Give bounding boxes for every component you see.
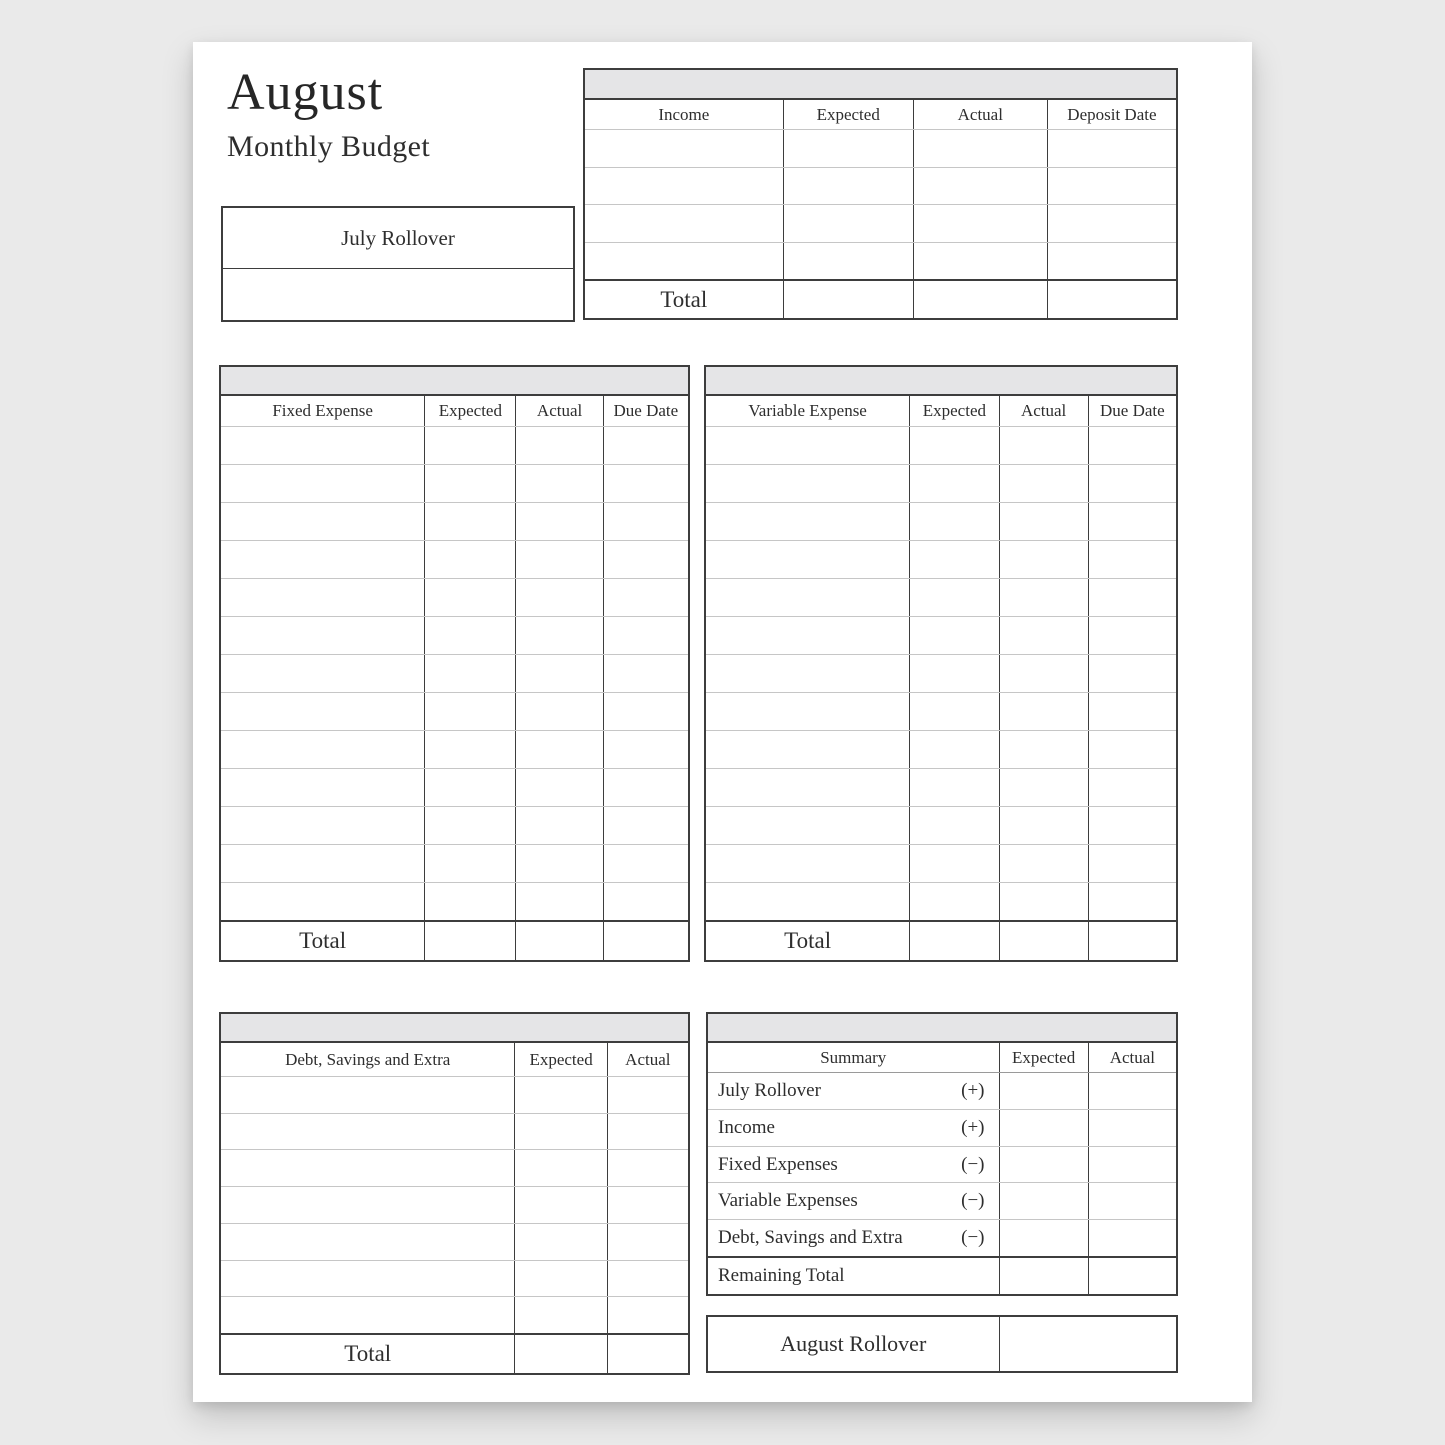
column-header-variable-expense: Variable Expense (706, 396, 910, 426)
empty-row (585, 130, 1176, 168)
total-value-cell (1000, 922, 1089, 960)
empty-cell (1000, 579, 1089, 616)
empty-cell (706, 503, 910, 540)
variable-expense-table-band (706, 367, 1176, 396)
variable-expense-table-body (706, 427, 1176, 920)
column-header-income: Income (585, 100, 784, 129)
empty-cell (515, 1114, 607, 1150)
july-rollover-box (221, 206, 575, 322)
empty-cell (516, 769, 603, 806)
empty-row (221, 731, 688, 769)
empty-cell (706, 731, 910, 768)
column-header-deposit-date: Deposit Date (1067, 104, 1157, 124)
empty-row (221, 1187, 688, 1224)
summary-row (708, 1183, 1176, 1220)
column-header-due-date: Due Date (1100, 401, 1165, 420)
total-value-cell (1089, 922, 1176, 960)
summary-row-label-cell (708, 1147, 1000, 1183)
empty-cell (1000, 465, 1089, 502)
empty-cell (1089, 769, 1176, 806)
summary-row-label: Income (718, 1116, 775, 1138)
empty-row (221, 617, 688, 655)
empty-cell (516, 807, 603, 844)
empty-row (706, 883, 1176, 920)
column-header-actual: Actual (516, 396, 603, 426)
total-label: Total (221, 1335, 515, 1373)
empty-cell (604, 693, 688, 730)
fixed-expense-table-band (221, 367, 688, 396)
total-value-cell (516, 922, 603, 960)
summary-expected-cell (1000, 1220, 1089, 1256)
empty-cell (784, 205, 914, 242)
july-rollover-label: July Rollover (223, 208, 573, 269)
summary-header-row (708, 1043, 1176, 1073)
empty-cell (910, 731, 999, 768)
empty-cell (221, 1224, 515, 1260)
empty-cell (1048, 168, 1176, 205)
empty-cell (604, 579, 688, 616)
summary-row (708, 1220, 1176, 1256)
summary-expected-cell (1000, 1110, 1089, 1146)
empty-cell (604, 883, 688, 920)
empty-cell (910, 427, 999, 464)
empty-cell (1000, 655, 1089, 692)
summary-row-label-cell (708, 1220, 1000, 1256)
empty-cell (1089, 541, 1176, 578)
empty-cell (516, 845, 603, 882)
empty-cell (585, 243, 784, 280)
income-table-band (585, 70, 1176, 100)
empty-row (221, 1261, 688, 1298)
empty-cell (604, 541, 688, 578)
empty-cell (706, 427, 910, 464)
empty-row (706, 845, 1176, 883)
total-label: Total (706, 922, 910, 960)
summary-row-label-cell (708, 1073, 1000, 1109)
summary-row-sign: (+) (961, 1079, 985, 1101)
empty-cell (1089, 655, 1176, 692)
total-value-cell (604, 922, 688, 960)
empty-cell (604, 617, 688, 654)
empty-row (221, 1150, 688, 1187)
empty-cell (914, 243, 1048, 280)
empty-cell (425, 693, 516, 730)
empty-row (221, 693, 688, 731)
summary-row-sign: (−) (961, 1153, 985, 1175)
empty-cell (706, 845, 910, 882)
empty-cell (706, 769, 910, 806)
empty-cell (1000, 693, 1089, 730)
empty-cell (1089, 427, 1176, 464)
title-block (227, 66, 430, 164)
empty-cell (221, 427, 425, 464)
empty-cell (608, 1187, 688, 1223)
empty-cell (585, 168, 784, 205)
empty-cell (1089, 503, 1176, 540)
column-header-fixed-expense: Fixed Expense (221, 396, 425, 426)
summary-expected-cell (1000, 1147, 1089, 1183)
total-value-cell (910, 922, 999, 960)
empty-cell (1048, 205, 1176, 242)
july-rollover-value-cell (223, 269, 573, 320)
empty-cell (516, 731, 603, 768)
variable-expense-total-row (706, 920, 1176, 960)
empty-cell (706, 617, 910, 654)
summary-table (706, 1012, 1178, 1296)
column-header-actual: Actual (1109, 1047, 1156, 1067)
empty-cell (425, 807, 516, 844)
empty-cell (1000, 883, 1089, 920)
empty-cell (914, 130, 1048, 167)
summary-row-sign: (−) (961, 1190, 985, 1212)
empty-cell (910, 503, 999, 540)
empty-cell (425, 579, 516, 616)
empty-cell (221, 731, 425, 768)
empty-cell (604, 845, 688, 882)
empty-row (221, 579, 688, 617)
empty-cell (516, 503, 603, 540)
empty-cell (914, 168, 1048, 205)
empty-cell (1089, 883, 1176, 920)
empty-row (706, 693, 1176, 731)
page-title: August (227, 64, 384, 121)
total-value-cell (784, 281, 914, 318)
empty-row (706, 579, 1176, 617)
empty-cell (425, 845, 516, 882)
empty-cell (604, 731, 688, 768)
empty-row (706, 655, 1176, 693)
empty-cell (910, 579, 999, 616)
summary-expected-cell (1000, 1183, 1089, 1219)
column-header-due-date: Due Date (613, 401, 679, 420)
column-header-summary: Summary (708, 1043, 1000, 1072)
income-table-header-row (585, 100, 1176, 130)
empty-cell (1000, 731, 1089, 768)
income-table-total-row (585, 279, 1176, 318)
empty-cell (706, 541, 910, 578)
empty-cell (425, 883, 516, 920)
empty-cell (221, 579, 425, 616)
fixed-expense-total-row (221, 920, 688, 960)
empty-cell (221, 883, 425, 920)
total-label: Total (585, 281, 784, 318)
debt-savings-total-row (221, 1333, 688, 1373)
empty-cell (608, 1297, 688, 1333)
empty-cell (1089, 845, 1176, 882)
empty-row (706, 427, 1176, 465)
empty-cell (608, 1150, 688, 1186)
column-header-expected: Expected (425, 396, 516, 426)
empty-cell (604, 769, 688, 806)
summary-row (708, 1147, 1176, 1184)
fixed-expense-table (219, 365, 690, 962)
summary-row-label: July Rollover (718, 1079, 821, 1101)
summary-row-label: Remaining Total (718, 1265, 845, 1287)
empty-cell (910, 883, 999, 920)
empty-cell (1048, 130, 1176, 167)
empty-cell (516, 883, 603, 920)
empty-cell (1089, 693, 1176, 730)
page-subtitle: Monthly Budget (227, 129, 431, 163)
empty-row (221, 845, 688, 883)
empty-cell (425, 465, 516, 502)
empty-cell (1000, 769, 1089, 806)
empty-cell (425, 769, 516, 806)
total-value-cell (608, 1335, 688, 1373)
empty-cell (425, 541, 516, 578)
summary-row-label: Fixed Expenses (718, 1153, 838, 1175)
summary-actual-cell (1089, 1258, 1176, 1294)
total-label: Total (221, 922, 425, 960)
summary-row-sign: (+) (961, 1116, 985, 1138)
variable-expense-table (704, 365, 1178, 962)
empty-row (706, 731, 1176, 769)
empty-cell (914, 205, 1048, 242)
empty-row (221, 541, 688, 579)
empty-cell (910, 845, 999, 882)
empty-cell (706, 465, 910, 502)
summary-row-label-cell (708, 1183, 1000, 1219)
empty-cell (515, 1261, 607, 1297)
empty-row (706, 503, 1176, 541)
empty-row (221, 807, 688, 845)
empty-cell (425, 731, 516, 768)
summary-actual-cell (1089, 1220, 1176, 1256)
summary-row (708, 1256, 1176, 1294)
empty-row (706, 465, 1176, 503)
empty-row (221, 1297, 688, 1333)
empty-cell (221, 655, 425, 692)
empty-row (221, 427, 688, 465)
empty-cell (784, 243, 914, 280)
empty-cell (604, 807, 688, 844)
empty-row (221, 1224, 688, 1261)
summary-actual-cell (1089, 1183, 1176, 1219)
column-header-actual: Actual (1000, 396, 1089, 426)
empty-cell (515, 1150, 607, 1186)
planner-sheet (193, 42, 1252, 1402)
empty-row (585, 205, 1176, 243)
column-header-actual: Actual (914, 100, 1048, 129)
empty-cell (1089, 731, 1176, 768)
summary-row (708, 1110, 1176, 1147)
income-table-body (585, 130, 1176, 279)
empty-cell (221, 1261, 515, 1297)
empty-cell (516, 427, 603, 464)
empty-cell (221, 1297, 515, 1333)
august-rollover-value-cell (1000, 1317, 1177, 1371)
empty-cell (608, 1261, 688, 1297)
debt-savings-table (219, 1012, 690, 1375)
total-value-cell (1048, 281, 1176, 318)
empty-cell (516, 617, 603, 654)
column-header-actual: Actual (625, 1049, 671, 1069)
empty-row (221, 655, 688, 693)
column-header-expected: Expected (910, 396, 999, 426)
empty-cell (608, 1224, 688, 1260)
empty-cell (221, 1077, 515, 1113)
empty-row (706, 541, 1176, 579)
empty-cell (1089, 617, 1176, 654)
column-header-expected: Expected (515, 1043, 607, 1076)
empty-cell (1000, 541, 1089, 578)
summary-actual-cell (1089, 1147, 1176, 1183)
empty-row (221, 769, 688, 807)
empty-cell (1000, 427, 1089, 464)
empty-cell (516, 465, 603, 502)
fixed-expense-table-body (221, 427, 688, 920)
empty-cell (515, 1077, 607, 1113)
total-value-cell (425, 922, 516, 960)
empty-cell (221, 1187, 515, 1223)
empty-cell (706, 693, 910, 730)
empty-cell (221, 769, 425, 806)
empty-cell (784, 130, 914, 167)
empty-row (585, 243, 1176, 280)
empty-cell (1000, 617, 1089, 654)
income-table (583, 68, 1178, 320)
empty-cell (1089, 465, 1176, 502)
empty-cell (221, 465, 425, 502)
empty-row (706, 807, 1176, 845)
empty-cell (425, 617, 516, 654)
summary-table-band (708, 1014, 1176, 1043)
empty-cell (706, 883, 910, 920)
summary-row-label: Variable Expenses (718, 1190, 858, 1212)
empty-cell (706, 807, 910, 844)
empty-cell (604, 503, 688, 540)
empty-cell (516, 579, 603, 616)
empty-cell (221, 541, 425, 578)
empty-cell (608, 1077, 688, 1113)
empty-cell (585, 205, 784, 242)
summary-row-label-cell (708, 1110, 1000, 1146)
empty-row (706, 617, 1176, 655)
empty-cell (425, 503, 516, 540)
debt-savings-table-band (221, 1014, 688, 1043)
empty-cell (585, 130, 784, 167)
empty-cell (425, 427, 516, 464)
empty-cell (910, 769, 999, 806)
empty-cell (1048, 243, 1176, 280)
fixed-expense-header-row (221, 396, 688, 427)
empty-cell (221, 807, 425, 844)
summary-row-label-cell (708, 1258, 1000, 1294)
empty-row (221, 1114, 688, 1151)
empty-cell (910, 541, 999, 578)
empty-cell (784, 168, 914, 205)
empty-cell (706, 579, 910, 616)
empty-cell (706, 655, 910, 692)
empty-cell (516, 541, 603, 578)
empty-cell (515, 1297, 607, 1333)
empty-cell (425, 655, 516, 692)
debt-savings-table-body (221, 1077, 688, 1333)
empty-cell (1000, 503, 1089, 540)
column-header-debt-savings-extra: Debt, Savings and Extra (221, 1043, 515, 1076)
empty-row (221, 1077, 688, 1114)
empty-cell (1089, 807, 1176, 844)
total-value-cell (914, 281, 1048, 318)
empty-cell (1089, 579, 1176, 616)
empty-cell (604, 427, 688, 464)
empty-cell (910, 655, 999, 692)
debt-savings-header-row (221, 1043, 688, 1077)
empty-row (221, 465, 688, 503)
empty-cell (221, 617, 425, 654)
empty-cell (910, 693, 999, 730)
empty-cell (516, 693, 603, 730)
empty-cell (910, 465, 999, 502)
empty-cell (221, 1114, 515, 1150)
summary-row-sign: (−) (961, 1227, 985, 1249)
empty-cell (221, 503, 425, 540)
empty-cell (1000, 807, 1089, 844)
august-rollover-label: August Rollover (708, 1317, 1000, 1371)
empty-cell (221, 693, 425, 730)
empty-cell (221, 845, 425, 882)
august-rollover-box (706, 1315, 1178, 1373)
empty-cell (515, 1224, 607, 1260)
empty-cell (1000, 845, 1089, 882)
empty-cell (516, 655, 603, 692)
summary-actual-cell (1089, 1073, 1176, 1109)
column-header-expected: Expected (1000, 1043, 1089, 1072)
empty-row (706, 769, 1176, 807)
summary-table-body (708, 1073, 1176, 1294)
summary-expected-cell (1000, 1258, 1089, 1294)
empty-row (585, 168, 1176, 206)
empty-cell (608, 1114, 688, 1150)
empty-cell (604, 465, 688, 502)
total-value-cell (515, 1335, 607, 1373)
empty-cell (910, 807, 999, 844)
summary-row (708, 1073, 1176, 1110)
empty-row (221, 883, 688, 920)
empty-row (221, 503, 688, 541)
empty-cell (910, 617, 999, 654)
column-header-expected: Expected (784, 100, 914, 129)
summary-actual-cell (1089, 1110, 1176, 1146)
empty-cell (221, 1150, 515, 1186)
empty-cell (604, 655, 688, 692)
empty-cell (515, 1187, 607, 1223)
summary-expected-cell (1000, 1073, 1089, 1109)
variable-expense-header-row (706, 396, 1176, 427)
summary-row-label: Debt, Savings and Extra (718, 1227, 903, 1249)
